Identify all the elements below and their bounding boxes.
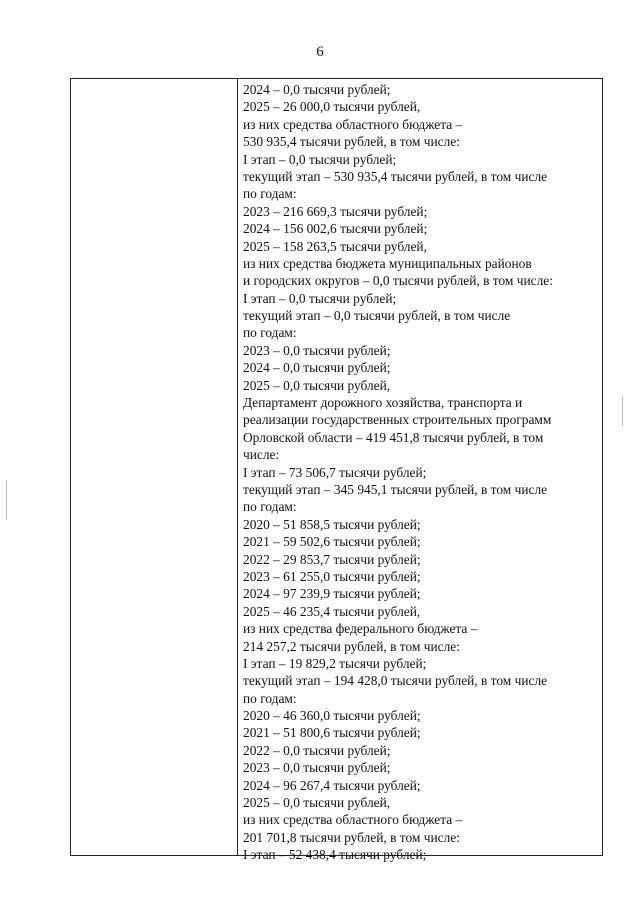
text-line: реализации государственных строительных программ [243, 412, 552, 428]
text-line: 2024 – 96 267,4 тысячи рублей; [243, 777, 421, 793]
text-line: 2022 – 29 853,7 тысячи рублей; [243, 551, 421, 567]
text-line: 2025 – 158 263,5 тысячи рублей, [243, 238, 427, 254]
text-line: 2024 – 0,0 тысячи рублей; [243, 360, 391, 376]
text-line: 214 257,2 тысячи рублей, в том числе: [243, 638, 460, 654]
text-line: I этап – 73 506,7 тысячи рублей; [243, 464, 427, 480]
text-line: 2020 – 51 858,5 тысячи рублей; [243, 516, 421, 532]
text-line: 2024 – 156 002,6 тысячи рублей; [243, 221, 428, 237]
text-line: текущий этап – 194 428,0 тысячи рублей, в том числе [243, 673, 548, 689]
text-line: I этап – 19 829,2 тысячи рублей; [243, 655, 427, 671]
scan-artifact [6, 480, 7, 520]
text-line: 2021 – 51 800,6 тысячи рублей; [243, 725, 421, 741]
text-line: 2023 – 0,0 тысячи рублей; [243, 342, 391, 358]
page-number: 6 [316, 44, 324, 60]
text-line: по годам: [243, 325, 297, 341]
text-line: 2023 – 216 669,3 тысячи рублей; [243, 203, 428, 219]
text-line: Департамент дорожного хозяйства, транспорта и [243, 395, 523, 411]
text-line: I этап – 0,0 тысячи рублей; [243, 151, 397, 167]
text-line: текущий этап – 0,0 тысячи рублей, в том числе [243, 308, 511, 324]
text-line: 2025 – 0,0 тысячи рублей, [243, 377, 391, 393]
text-line: по годам: [243, 499, 297, 515]
text-line: 2023 – 0,0 тысячи рублей; [243, 760, 391, 776]
text-line: 2022 – 0,0 тысячи рублей; [243, 742, 391, 758]
text-line: I этап – 52 438,4 тысячи рублей; [243, 847, 427, 863]
text-line: из них средства областного бюджета – [243, 116, 463, 132]
text-line: 2021 – 59 502,6 тысячи рублей; [243, 534, 421, 550]
text-line: 2025 – 26 000,0 тысячи рублей, [243, 99, 421, 115]
text-line: I этап – 0,0 тысячи рублей; [243, 290, 397, 306]
text-line: текущий этап – 530 935,4 тысячи рублей, в том числе [243, 168, 548, 184]
text-line: Орловской области – 419 451,8 тысячи рублей, в том [243, 429, 544, 445]
text-line: числе: [243, 447, 280, 463]
text-line: и городских округов – 0,0 тысячи рублей, в том числе: [243, 273, 553, 289]
text-line: из них средства бюджета муниципальных районов [243, 255, 532, 271]
text-line: по годам: [243, 690, 297, 706]
text-line: 2024 – 97 239,9 тысячи рублей; [243, 586, 421, 602]
text-line: 201 701,8 тысячи рублей, в том числе: [243, 829, 460, 845]
text-line: из них средства федерального бюджета – [243, 621, 478, 637]
text-line: 2024 – 0,0 тысячи рублей; [243, 82, 391, 97]
text-line: по годам: [243, 186, 297, 202]
text-line: 2025 – 46 235,4 тысячи рублей, [243, 603, 421, 619]
text-line: 2020 – 46 360,0 тысячи рублей; [243, 708, 421, 724]
text-line: текущий этап – 345 945,1 тысячи рублей, в том числе [243, 481, 548, 497]
table-left-cell [71, 79, 238, 855]
text-line: 2025 – 0,0 тысячи рублей, [243, 795, 391, 811]
table-right-cell [238, 79, 602, 863]
text-line: 530 935,4 тысячи рублей, в том числе: [243, 134, 460, 150]
text-line: 2023 – 61 255,0 тысячи рублей; [243, 568, 421, 584]
funding-table [70, 78, 603, 863]
text-line: из них средства областного бюджета – [243, 812, 463, 828]
scan-artifact [622, 396, 623, 426]
